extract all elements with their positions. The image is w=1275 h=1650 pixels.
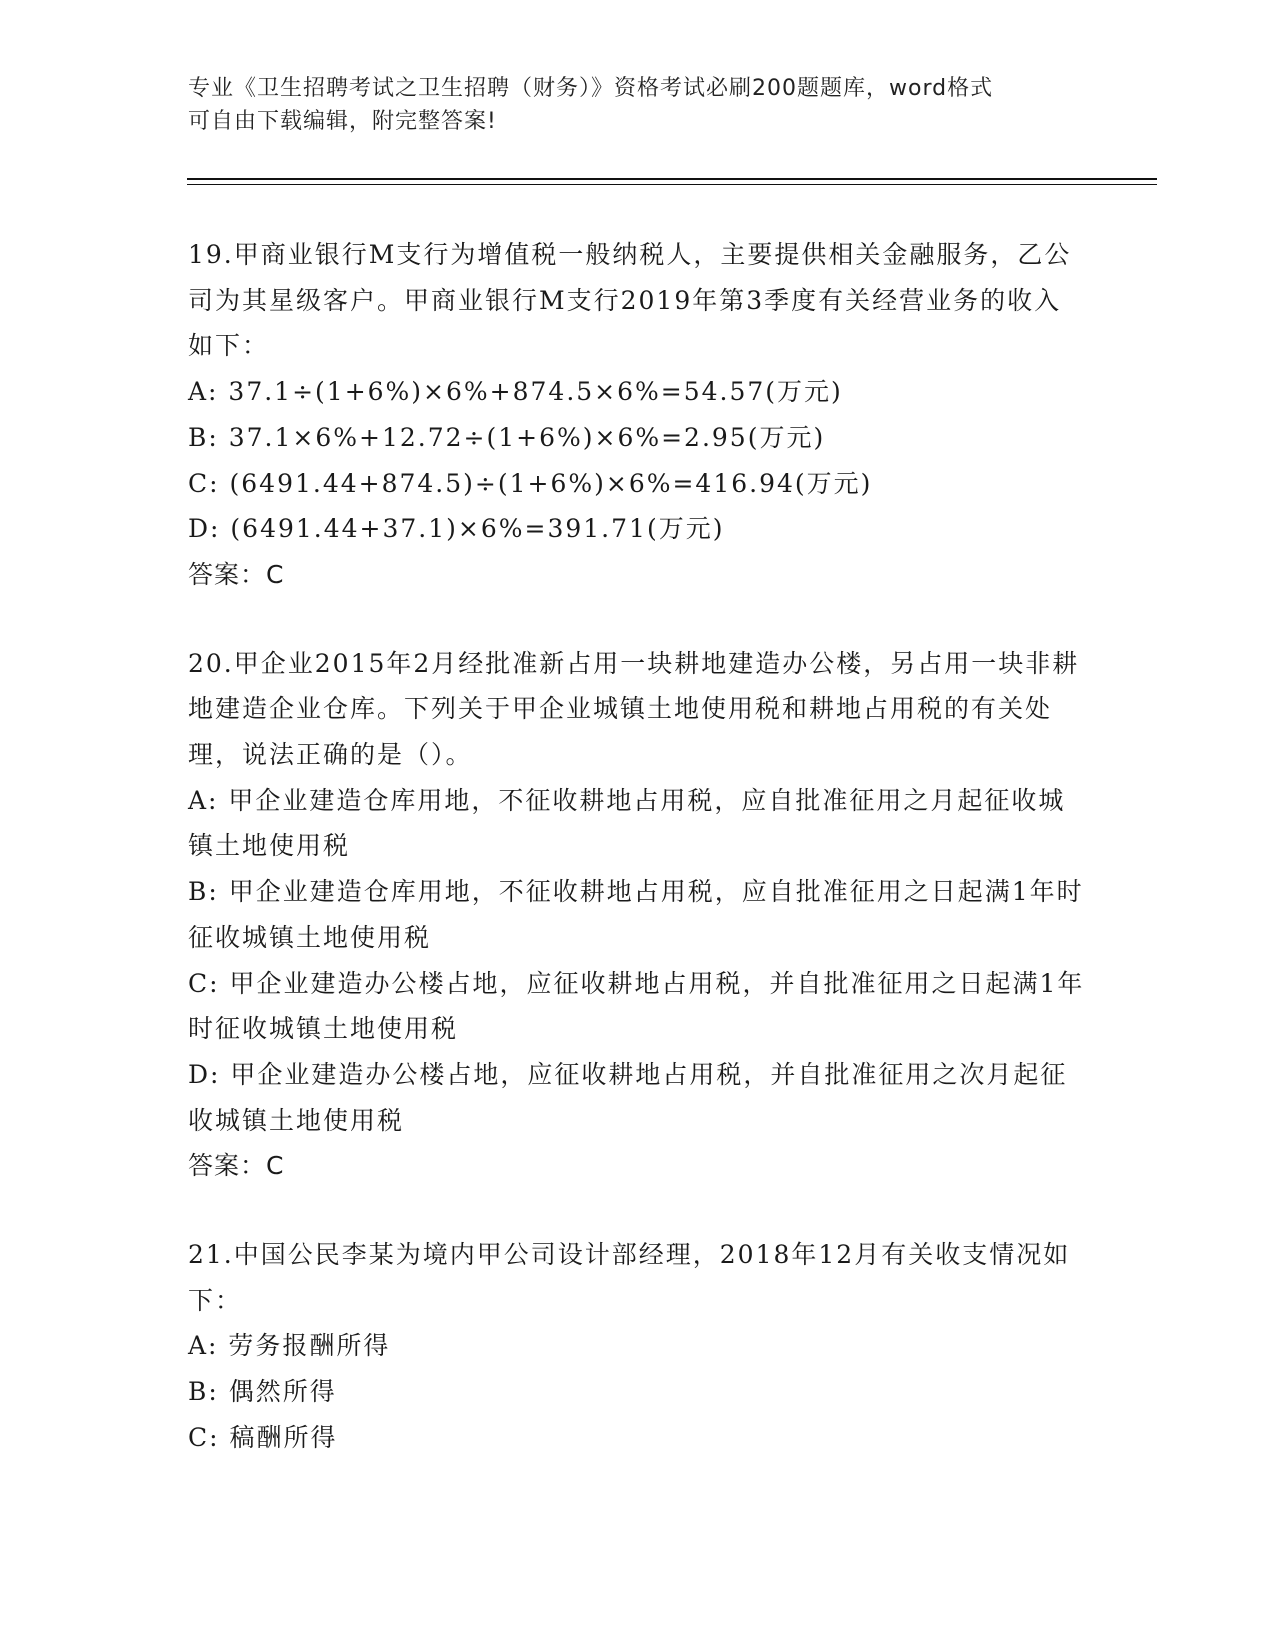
option-d: D: (6491.44+37.1)×6%=391.71(万元) (188, 514, 725, 544)
header-divider (187, 178, 1157, 185)
option-d: D: 甲企业建造办公楼占地，应征收耕地占用税，并自批准征用之次月起征收城镇土地使用税 (188, 1059, 1068, 1135)
option-a: A: 甲企业建造仓库用地，不征收耕地占用税，应自批准征用之月起征收城镇土地使用税 (188, 785, 1066, 861)
question-text: 21.中国公民李某为境内甲公司设计部经理，2018年12月有关收支情况如下： (188, 1240, 1071, 1315)
option-a: A: 37.1÷(1+6%)×6%+874.5×6%=54.57(万元) (188, 377, 843, 407)
question-20 (188, 641, 1088, 1189)
answer-label: 答案：C (188, 1151, 285, 1181)
option-b: B: 甲企业建造仓库用地，不征收耕地占用税，应自批准征用之日起满1年时征收城镇土地使用税 (188, 877, 1084, 952)
option-c: C: 甲企业建造办公楼占地，应征收耕地占用税，并自批准征用之日起满1年时征收城镇土地使用税 (188, 968, 1085, 1044)
document-header (188, 72, 1088, 138)
question-19 (188, 232, 1088, 598)
option-c: C: (6491.44+874.5)÷(1+6%)×6%=416.94(万元) (188, 468, 873, 498)
header-title-line-2: 可自由下载编辑，附完整答案! (188, 109, 497, 134)
question-list (188, 232, 1088, 1504)
option-b: B: 37.1×6%+12.72÷(1+6%)×6%=2.95(万元) (188, 422, 826, 452)
option-c: C: 稿酬所得 (188, 1422, 338, 1452)
answer-label: 答案：C (188, 559, 285, 589)
option-b: B: 偶然所得 (188, 1377, 337, 1407)
question-text: 20.甲企业2015年2月经批准新占用一块耕地建造办公楼，另占用一块非耕地建造企业仓库。下列关于甲企业城镇土地使用税和耕地占用税的有关处理，说法正确的是（）。 (188, 648, 1080, 770)
question-text: 19.甲商业银行M支行为增值税一般纳税人，主要提供相关金融服务，乙公司为其星级客户。甲商业银行M支行2019年第3季度有关经营业务的收入如下： (188, 240, 1072, 361)
header-title-line-1: 专业《卫生招聘考试之卫生招聘（财务）》资格考试必刷200题题库，word格式 (188, 76, 994, 101)
option-a: A: 劳务报酬所得 (188, 1331, 391, 1361)
question-21 (188, 1232, 1088, 1461)
